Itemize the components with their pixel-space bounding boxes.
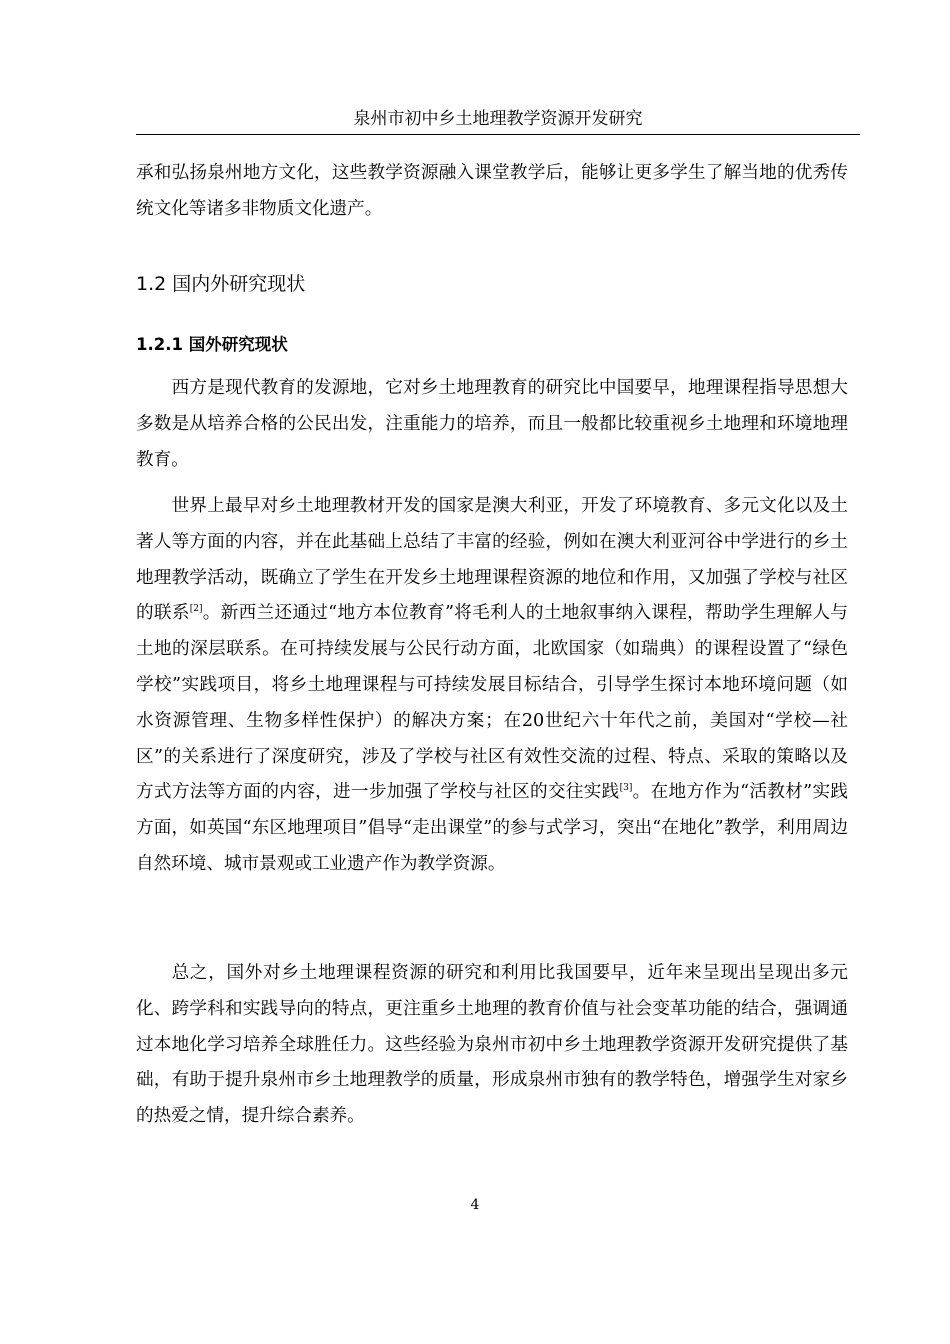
citation-ref: [2] <box>189 604 203 615</box>
section-heading-1-2-1: 1.2.1 国外研究现状 <box>136 335 288 354</box>
paragraph-summary: 总之，国外对乡土地理课程资源的研究和利用比我国要早，近年来呈现出呈现出多元化、跨学科和实践导向的特点，更注重乡土地理的教育价值与社会变革功能的结合，强调通过本地化学习培养全球胜任力。这些经验为泉州市初中乡土地理教学资源开发研究提供了基础，有助于提升泉州市乡土地理教学的质量，形成泉州市独有的教学特色，增强学生对家乡的热爱之情，提升综合素养。 <box>136 963 848 1127</box>
citation-ref: [3] <box>619 783 633 794</box>
paragraph-text-segment: 。新西兰还通过“地方本位教育”将毛利人的土地叙事纳入课程，帮助学生理解人与土地的深层联系。在可持续发展与公民行动方面，北欧国家（如瑞典）的课程设置了“绿色学校”实践项目，将乡土地理课程与可持续发展目标结合，引导学生探讨本地环境问题（如水资源管理、生物多样性保护）的解决方案；在20世纪六十年代之前，美国对“学校—社区”的关系进行了深度研究，涉及了学校与社区有效性交流的过程、特点、采取的策略以及方式方法等方面的内容，进一步加强了学校与社区的交往实践 <box>136 603 848 803</box>
section-heading-1-2: 1.2 国内外研究现状 <box>136 273 306 295</box>
continuation-paragraph: 承和弘扬泉州地方文化，这些教学资源融入课堂教学后，能够让更多学生了解当地的优秀传统文化等诸多非物质文化遗产。 <box>136 163 848 219</box>
paragraph-western-origin: 西方是现代教育的发源地，它对乡土地理教育的研究比中国要早，地理课程指导思想大多数是从培养合格的公民出发，注重能力的培养，而且一般都比较重视乡土地理和环境地理教育。 <box>136 378 848 470</box>
paragraph-country-practices <box>136 489 848 883</box>
page-header <box>136 108 860 135</box>
page-number: 4 <box>470 1197 480 1213</box>
paragraph-text-segment: 世界上最早对乡土地理教材开发的国家是澳大利亚，开发了环境教育、多元文化以及土著人等方面的内容，并在此基础上总结了丰富的经验，例如在澳大利亚河谷中学进行的乡土地理教学活动，既确立了学生在开发乡土地理课程资源的地位和作用，又加强了学校与社区的联系 <box>136 496 848 624</box>
running-title: 泉州市初中乡土地理教学资源开发研究 <box>353 109 643 129</box>
paragraph-text-segment: 。在地方作为“活教材”实践方面，如英国“东区地理项目”倡导“走出课堂”的参与式学习，突出“在地化”教学，利用周边自然环境、城市景观或工业遗产作为教学资源。 <box>136 782 848 874</box>
